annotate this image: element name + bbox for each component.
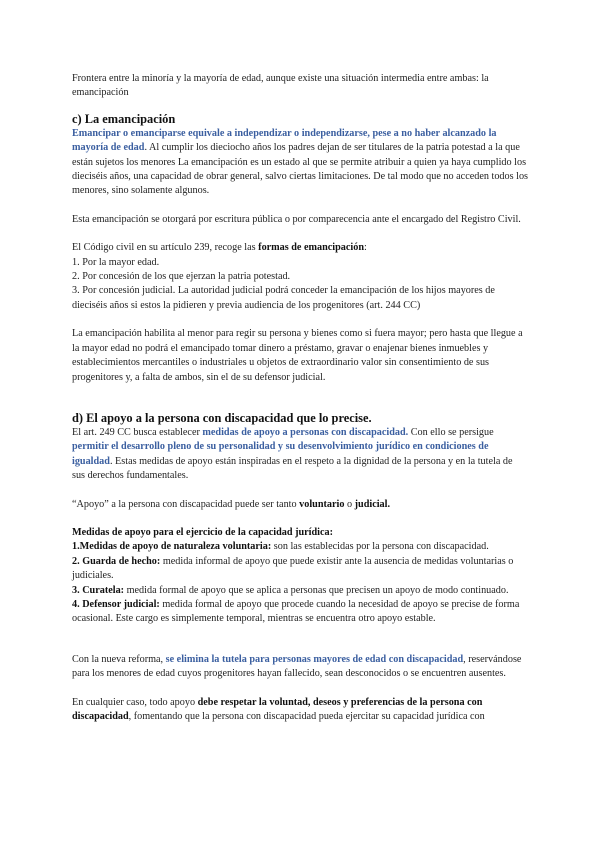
document-body (72, 72, 528, 724)
heading-emancipacion: c) La emancipación (72, 111, 176, 126)
apoyo-paragraph-2: “Apoyo” a la persona con discapacidad puede ser tanto voluntario o judicial. (72, 498, 391, 510)
emancipacion-paragraph-1: Emancipar o emanciparse equivale a independizar o independizarse, pese a no haber alcanzado la mayoría de edad. Al cumplir los dieciocho años los padres dejan de ser titulares de la patria potestad a la que están sujetos los menores La emancipación es un estado al que se permite atribuir a quien ya haya cumplido los dieciséis años, una capacidad de obrar general, salvo ciertas limitaciones. De tal modo que no acceden todos los menores, sino solamente algunos. (72, 127, 529, 197)
intro-paragraph: Frontera entre la minoría y la mayoría de edad, aunque existe una situación intermedia entre ambas: la emancipación (72, 73, 489, 99)
measures-title: Medidas de apoyo para el ejercicio de la capacidad jurídica: (72, 526, 333, 538)
list-item: 4. Defensor judicial: medida formal de apoyo que procede cuando la necesidad de apoyo se precise de forma ocasional. Este cargo es simplemente temporal, mientras se encuentra otro apoyo estable. (72, 598, 520, 625)
emancipacion-forms-list (72, 256, 528, 314)
emancipacion-paragraph-2: Esta emancipación se otorgará por escritura pública o por comparecencia ante el encargado del Registro Civil. (72, 213, 521, 225)
list-item: 1.Medidas de apoyo de naturaleza voluntaria: son las establecidas por la persona con discapacidad. (72, 541, 489, 553)
apoyo-paragraph-1: El art. 249 CC busca establecer medidas de apoyo a personas con discapacidad. Con ello se persigue permitir el desarrollo pleno de su personalidad y su desenvolvimiento jurídico en condiciones de igualdad. Estas medidas de apoyo están inspiradas en el respeto a la dignidad de la persona y en la tutela de sus derechos fundamentales. (72, 426, 513, 482)
list-item: 1. Por la mayor edad. (72, 256, 160, 268)
apoyo-paragraph-3: Con la nueva reforma, se elimina la tutela para personas mayores de edad con discapacidad, reservándose para los menores de edad cuyos progenitores hayan fallecido, sean desconocidos o se encuentren ausentes. (72, 653, 522, 680)
list-item: 2. Por concesión de los que ejerzan la patria potestad. (72, 271, 291, 283)
list-item: 3. Curatela: medida formal de apoyo que se aplica a personas que precisen un apoyo de modo continuado. (72, 584, 509, 596)
emancipacion-paragraph-4: La emancipación habilita al menor para regir su persona y bienes como si fuera mayor; pero hasta que llegue a la mayor edad no podrá el emancipado tomar dinero a préstamo, gravar o enajenar bienes inmuebles y establecimientos mercantiles o industriales u objetos de extraordinario valor sin consentimiento de sus progenitores y, a falta de ambos, sin el de su defensor judicial. (72, 328, 523, 383)
heading-apoyo: d) El apoyo a la persona con discapacidad que lo precise. (72, 410, 372, 425)
emancipacion-definition-highlight: Emancipar o emanciparse equivale a independizar o independizarse, pese a no haber alcanzado la mayoría de edad (72, 127, 497, 154)
list-item: 3. Por concesión judicial. La autoridad judicial podrá conceder la emancipación de los hijos mayores de dieciséis años si estos la pidieren y previa audiencia de los progenitores (art. 244 CC) (72, 285, 495, 311)
emancipacion-forms-intro: El Código civil en su artículo 239, recoge las formas de emancipación: (72, 242, 367, 254)
list-item: 2. Guarda de hecho: medida informal de apoyo que puede existir ante la ausencia de medidas voluntarias o judiciales. (72, 555, 514, 582)
measures-list (72, 540, 528, 626)
apoyo-paragraph-4: En cualquier caso, todo apoyo debe respetar la voluntad, deseos y preferencias de la persona con discapacidad, fomentando que la persona con discapacidad pueda ejercitar su capacidad jurídica con (72, 696, 485, 722)
